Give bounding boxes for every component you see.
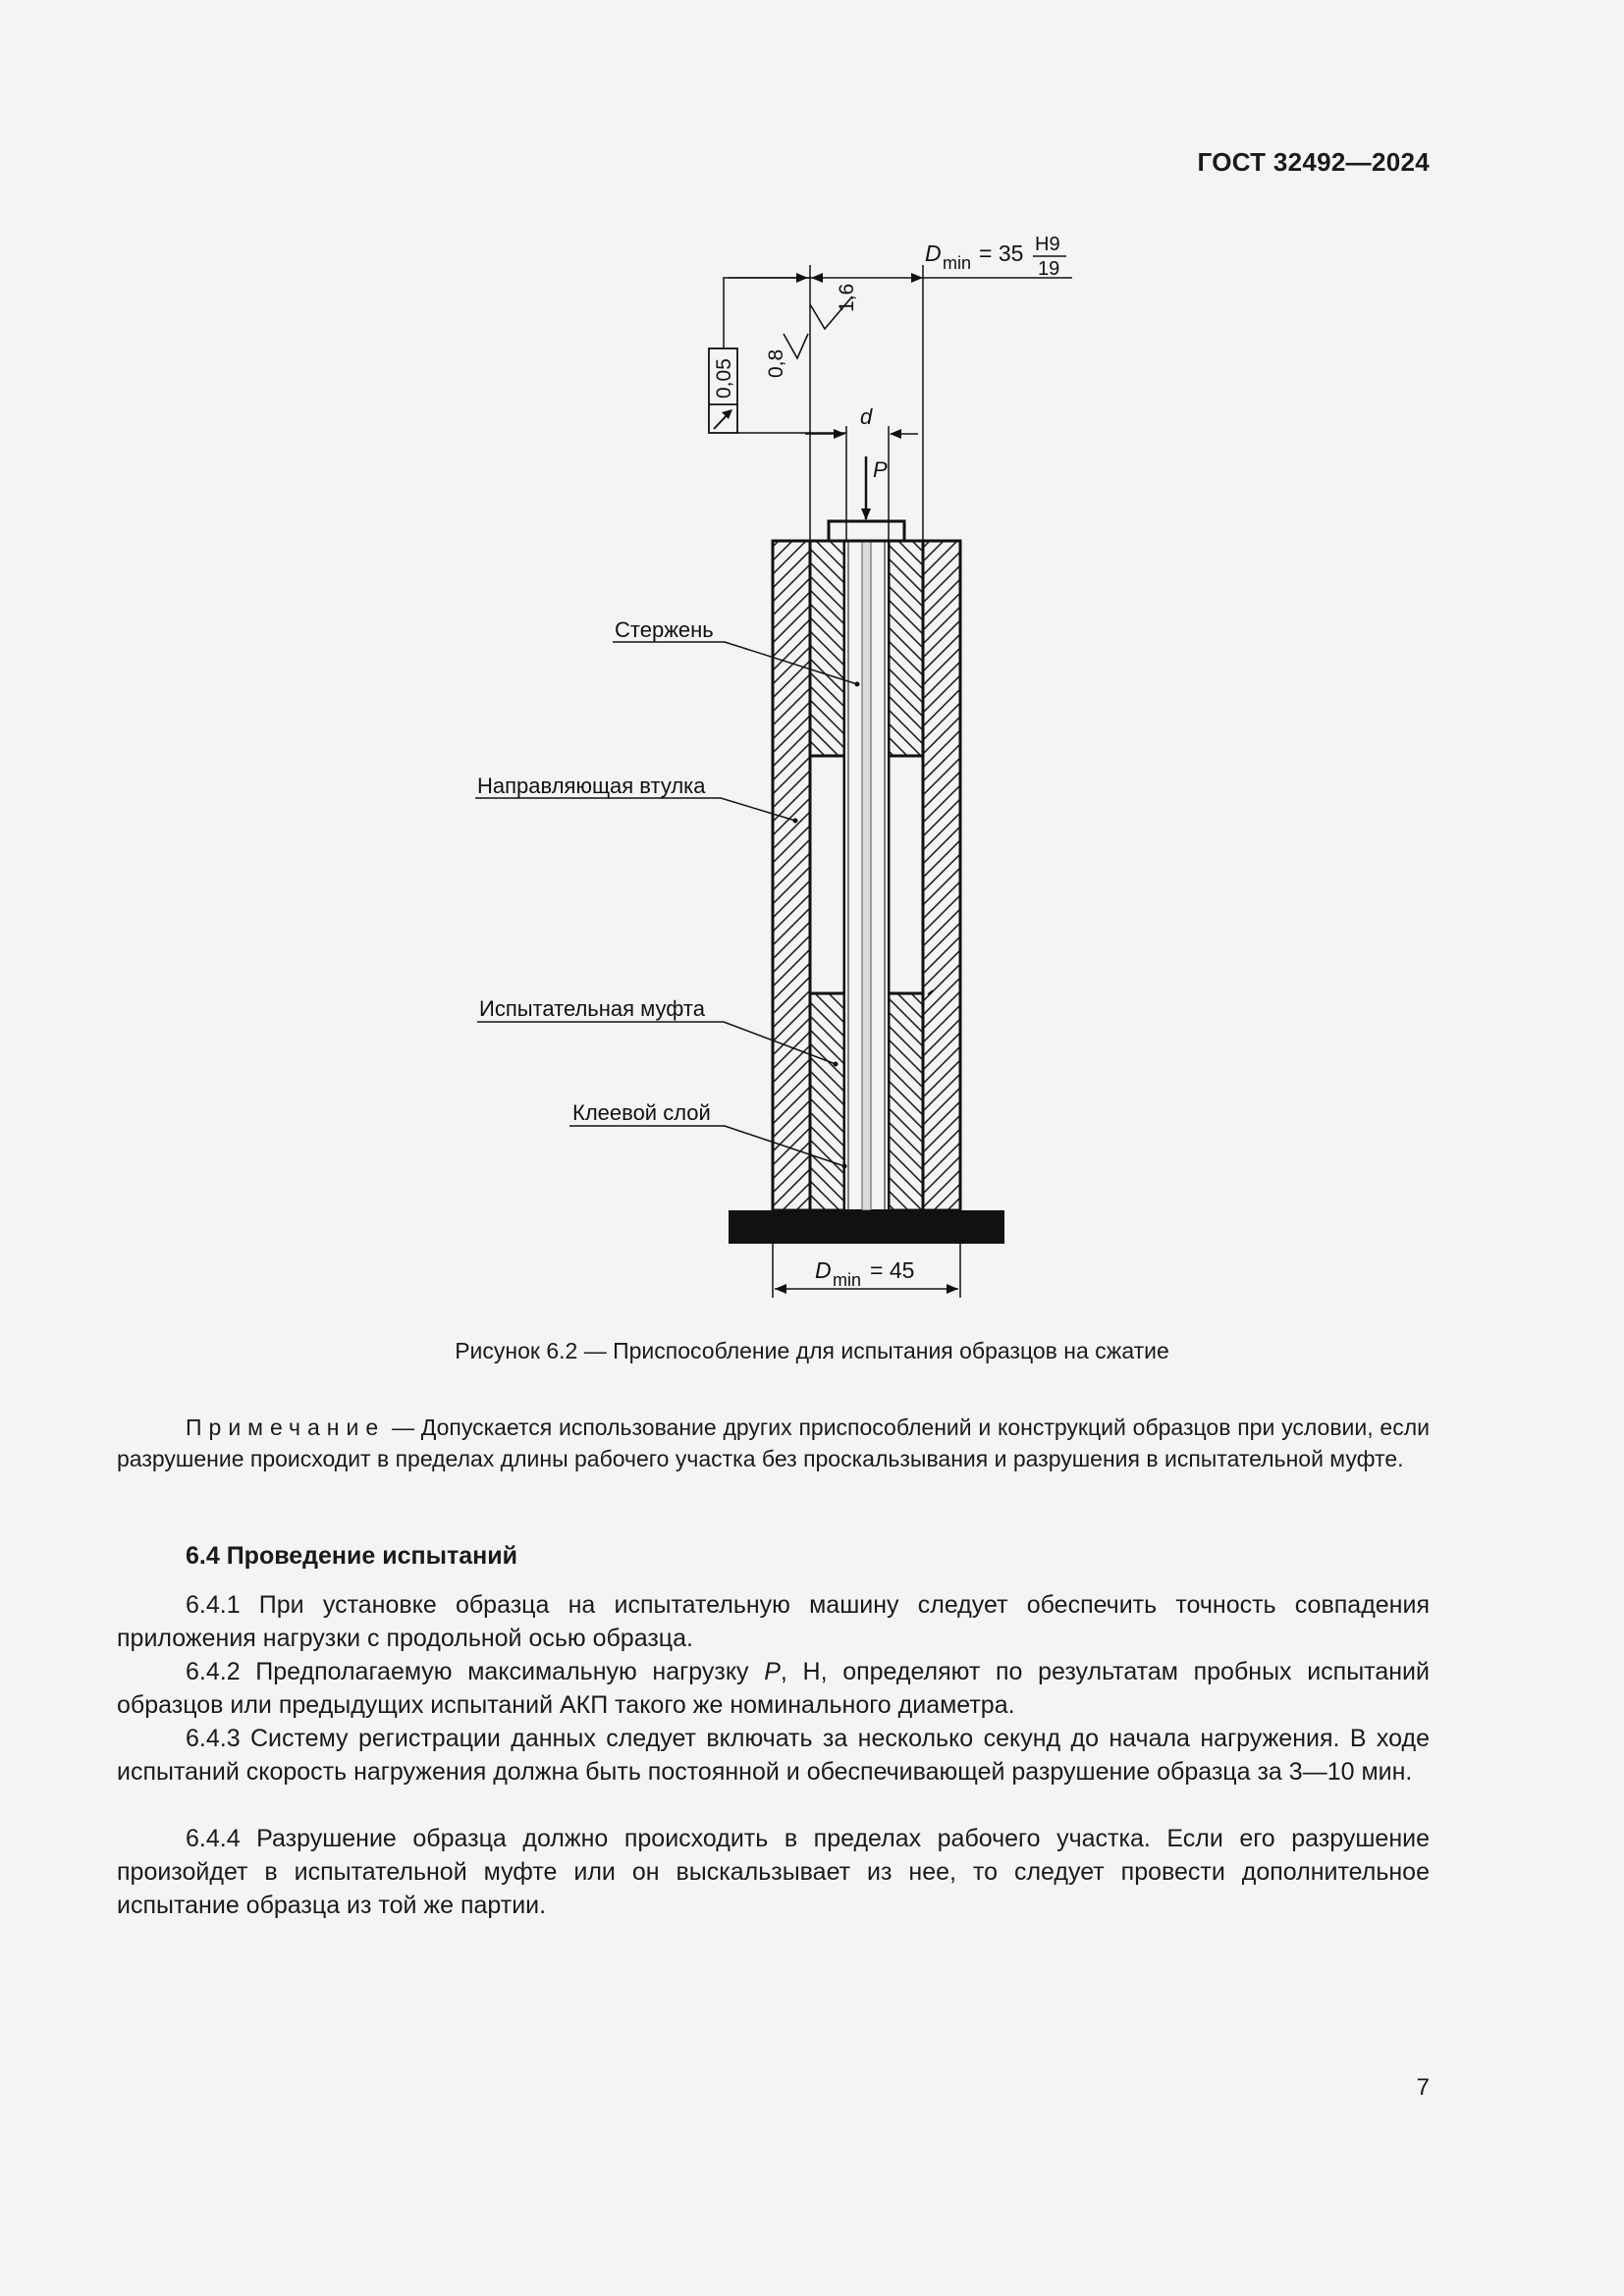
leader-test-coupling-dot xyxy=(834,1062,839,1067)
note-text: — Допускается использование других приспособлений и конструкций образцов при условии, если разрушение происходит в пределах длины рабочего участка без проскальзывания и разрушения в испытательной муфте. xyxy=(117,1415,1430,1471)
dim-bottom-arrow-right xyxy=(947,1284,958,1294)
leader-adhesive-layer-dot xyxy=(842,1164,847,1169)
figure-caption: Рисунок 6.2 — Приспособление для испытания образцов на сжатие xyxy=(455,1338,1169,1363)
dim-top-arrow-right xyxy=(811,273,823,283)
page-number: 7 xyxy=(1416,2074,1430,2101)
dim-top-fit-bottom: 19 xyxy=(1038,258,1060,280)
bushing-cavity-left xyxy=(810,756,844,993)
dim-top-symbol: D xyxy=(925,240,942,266)
roughness-value-1: 1,6 xyxy=(836,283,858,312)
load-cap xyxy=(829,521,904,541)
lower-coupling-left xyxy=(810,993,844,1210)
label-rod: Стержень xyxy=(615,617,714,642)
p2-symbol: P xyxy=(764,1658,781,1685)
dim-bottom-value: = 45 xyxy=(870,1257,915,1283)
paragraph-6-4-3: 6.4.3 Систему регистрации данных следует включать за несколько секунд до начала нагружения. В ходе испытаний скорость нагружения должна быть постоянной и обеспечивающей разрушение образца за 3—10 мин. xyxy=(117,1725,1430,1786)
label-test-coupling: Испытательная муфта xyxy=(479,996,705,1021)
section-title: 6.4 Проведение испытаний xyxy=(186,1542,517,1570)
leader-rod-dot xyxy=(855,682,860,687)
dim-top-arrow-right2 xyxy=(911,273,923,283)
document-header: ГОСТ 32492—2024 xyxy=(1197,147,1430,177)
tolerance-value: 0,05 xyxy=(713,358,735,399)
note-label: Примечание xyxy=(186,1415,386,1440)
note xyxy=(117,1412,1430,1474)
paragraph-6-4-2 xyxy=(117,1655,1430,1722)
leader-guide-bushing-dot xyxy=(793,819,798,824)
guide-bushing-left-wall xyxy=(773,541,810,1210)
upper-coupling-left xyxy=(810,541,844,756)
roughness-value-2: 0,8 xyxy=(765,348,787,378)
paragraph-6-4-4: 6.4.4 Разрушение образца должно происходить в пределах рабочего участка. Если его разрушение произойдет в испытательной муфте или он выскальзывает из нее, то следует провести дополнительное испытание образца из той же партии. xyxy=(117,1825,1430,1919)
base-plate xyxy=(729,1210,1004,1244)
load-label: P xyxy=(873,457,888,482)
dim-top-fit-top: H9 xyxy=(1035,234,1060,255)
guide-bushing-right-wall xyxy=(923,541,960,1210)
upper-coupling-right xyxy=(889,541,923,756)
p2-pre: 6.4.2 Предполагаемую максимальную нагрузку xyxy=(186,1658,765,1685)
label-adhesive-layer: Клеевой слой xyxy=(572,1100,711,1125)
dim-bottom-subscript: min xyxy=(833,1270,862,1290)
leader-guide-bushing xyxy=(475,798,795,821)
rod-core xyxy=(862,541,871,1210)
dim-bottom-arrow-left xyxy=(775,1284,786,1294)
p2-post: , Н, определяют по результатам пробных испытаний образцов или предыдущих испытаний АКП такого же номинального диаметра. xyxy=(117,1658,1430,1719)
dim-top-value: = 35 xyxy=(979,240,1024,266)
dim-bottom-symbol: D xyxy=(815,1257,832,1283)
label-guide-bushing: Направляющая втулка xyxy=(477,774,706,798)
dim-top-subscript: min xyxy=(943,253,972,273)
paragraph-6-4-1: 6.4.1 При установке образца на испытательную машину следует обеспечить точность совпадения приложения нагрузки с продольной осью образца. xyxy=(117,1591,1430,1652)
lower-coupling-right xyxy=(889,993,923,1210)
bushing-cavity-right xyxy=(889,756,923,993)
tolerance-leader xyxy=(724,278,810,348)
dim-d-label: d xyxy=(860,404,873,429)
